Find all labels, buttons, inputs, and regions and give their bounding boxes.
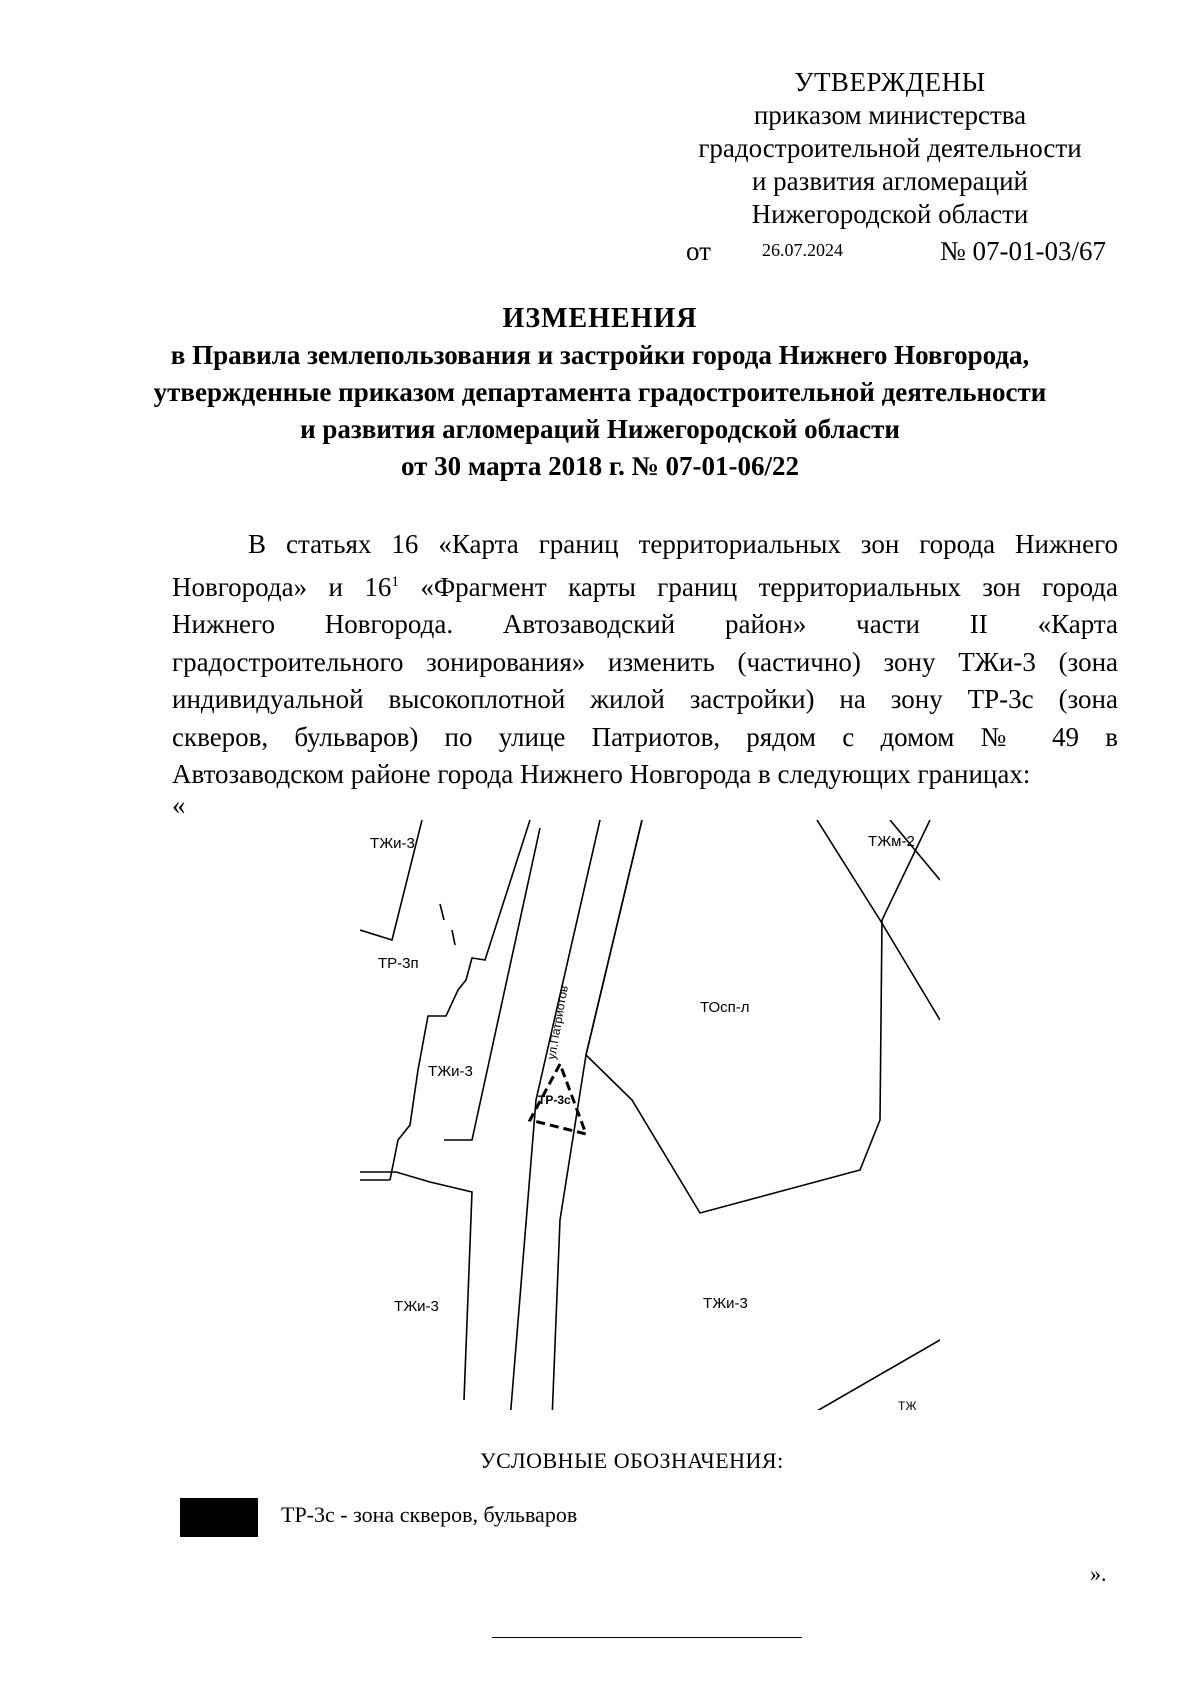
zone-label: ТЖи-3 — [394, 1298, 439, 1315]
map-boundary — [586, 820, 930, 1213]
title-heading: ИЗМЕНЕНИЯ — [502, 303, 698, 334]
approval-line: Нижегородской области — [751, 199, 1029, 229]
title-line: в Правила землепользования и застройки города Нижнего Новгорода, — [170, 340, 1030, 370]
approval-title: УТВЕРЖДЕНЫ — [794, 67, 986, 97]
body-fragment: Новгорода» и 16 — [172, 571, 392, 602]
body-line: скверов, бульваров) по улице Патриотов, рядом с домом № 49 в — [172, 721, 1118, 752]
zone-label: ТОсп-л — [700, 999, 750, 1016]
body-line: Автозаводском районе города Нижнего Новгорода в следующих границах: — [172, 759, 1031, 789]
legend-swatch — [180, 1498, 258, 1537]
order-number: № 07-01-03/67 — [940, 236, 1106, 266]
approval-line: градостроительной деятельности — [698, 133, 1082, 163]
legend-item: ТР-3с - зона скверов, бульваров — [281, 1502, 578, 1527]
map-boundary — [360, 1172, 472, 1400]
body-line: градостроительного зонирования» изменить (частично) зону ТЖи-3 (зона — [172, 646, 1118, 677]
zone-label: ТЖи-3 — [370, 835, 415, 852]
date-prefix: от — [686, 236, 711, 266]
title-line: от 30 марта 2018 г. № 07-01-06/22 — [401, 451, 799, 481]
zone-label: ТР-3с — [538, 1093, 571, 1107]
body-fragment: «Фрагмент карты границ территориальных зон города — [420, 571, 1119, 602]
map-boundary — [552, 820, 642, 1410]
superscript: 1 — [391, 573, 399, 590]
document-title — [100, 300, 1100, 485]
zone-label: ТЖи-3 — [428, 1063, 473, 1080]
title-line: и развития агломераций Нижегородской области — [300, 414, 900, 444]
legend-title: УСЛОВНЫЕ ОБОЗНАЧЕНИЯ: — [480, 1448, 784, 1473]
map-boundary — [810, 1340, 940, 1410]
map-boundary — [440, 904, 455, 945]
body-line: В статьях 16 «Карта границ территориальных зон города Нижнего — [248, 529, 1118, 559]
zone-label: ТЖи-3 — [703, 1295, 748, 1312]
body-line: Нижнего Новгорода. Автозаводский район» части II «Карта — [172, 609, 1118, 639]
map-boundary — [444, 828, 540, 1140]
zoning-map — [360, 820, 940, 1410]
approval-date-row — [686, 236, 1106, 270]
approval-line: приказом министерства — [753, 100, 1027, 130]
title-line: утвержденные приказом департамента градостроительной деятельности — [153, 377, 1047, 407]
approval-line: и развития агломераций — [751, 166, 1028, 196]
street-label: ул.Патриотов — [544, 984, 571, 1061]
bottom-rule — [492, 1637, 802, 1638]
quote-close: ». — [1090, 1561, 1107, 1586]
zone-label: ТР-3п — [378, 955, 419, 972]
map-boundary — [390, 820, 530, 1180]
body-line: индивидуальной высокоплотной жилой застройки) на зону ТР-3с (зона — [172, 684, 1118, 714]
map-boundary — [817, 820, 940, 1020]
order-date: 26.07.2024 — [762, 240, 843, 260]
quote-open: « — [172, 790, 186, 820]
map-boundary — [890, 820, 940, 880]
map-boundary — [510, 820, 600, 1410]
approval-block — [680, 66, 1100, 231]
zone-label: ТЖм-2 — [868, 833, 915, 850]
body-paragraph — [172, 526, 1118, 794]
body-line — [172, 564, 1118, 607]
zone-label: ТЖ — [898, 1399, 917, 1410]
